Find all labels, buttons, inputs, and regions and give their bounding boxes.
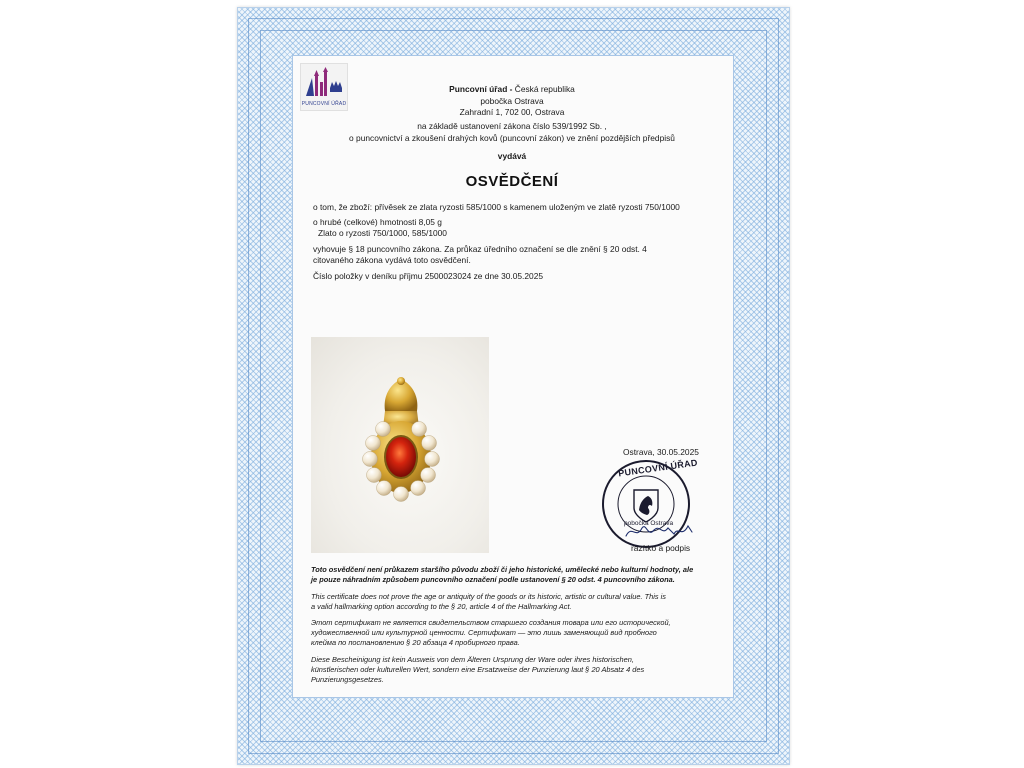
logo-caption: PUNCOVNÍ ÚŘAD	[301, 101, 347, 107]
disclaimer-ru-line2: художественной или культурной ценности. Сертификат — это лишь заменяющий вид пробного	[311, 628, 657, 637]
pendant-illustration	[311, 337, 489, 553]
goods-description: o tom, že zboží: přívěsek ze zlata ryzosti 585/1000 s kamenem uloženým ve zlatě ryzosti 750/1000	[313, 202, 680, 212]
disclaimer-en-line2: a valid hallmarking option according to the § 20, article 4 of the Hallmarking Act.	[311, 602, 572, 611]
stamp-top-text: PUNCOVNÍ ÚŘAD	[617, 457, 699, 479]
office-address: Zahradní 1, 702 00, Ostrava	[459, 107, 565, 117]
place-date: Ostrava, 30.05.2025	[623, 447, 699, 457]
item-number: Číslo položky v deníku příjmu 2500023024 ze dne 30.05.2025	[313, 271, 544, 281]
disclaimer-ru-line1: Этот сертификат не является свидетельством старшего создания товара или его исторической,	[311, 618, 671, 627]
law-description: o puncovnictví a zkoušení drahých kovů (puncovní zákon) ve znění pozdějších předpisů	[349, 133, 675, 143]
disclaimer-en-line1: This certificate does not prove the age or antiquity of the goods or its historic, artistic or cultural value. This is	[311, 592, 666, 601]
certificate-title: OSVĚDČENÍ	[465, 173, 559, 190]
compliance-statement: vyhovuje § 18 puncovního zákona. Za průkaz úředního označení se dle znění § 20 odst. 4	[313, 244, 647, 254]
stamp-signature-label: razítko a podpis	[631, 543, 691, 553]
office-name: Puncovní úřad -	[449, 84, 513, 94]
stamp-bottom-text: pobočka Ostrava	[624, 520, 674, 527]
law-reference: na základě ustanovení zákona číslo 539/1992 Sb. ,	[417, 121, 607, 131]
compliance-statement-cont: citovaného zákona vydává toto osvědčení.	[313, 255, 471, 265]
gold-fineness: Zlato o ryzosti 750/1000, 585/1000	[318, 228, 447, 238]
disclaimer-cz-line1: Toto osvědčení není průkazem staršího původu zboží či jeho historické, umělecké nebo kulturní hodnoty, ale	[311, 565, 694, 574]
pendant-photo	[311, 337, 489, 553]
handwritten-signature	[622, 518, 702, 544]
gross-weight: o hrubé (celkové) hmotnosti 8,05 g	[313, 217, 442, 227]
disclaimer-de-line1: Diese Bescheinigung ist kein Ausweis von dem Älteren Ursprung der Ware oder ihres historischen,	[311, 655, 634, 664]
office-name-line	[292, 84, 732, 94]
disclaimer-de-line2: künstlerischen oder kulturellen Wert, sondern eine Ersatzweise der Punzierung laut § 20 Absatz 4 des	[311, 665, 645, 674]
issues-label: vydává	[497, 151, 527, 161]
branch-name: pobočka Ostrava	[480, 96, 544, 106]
disclaimer-cz-line2: je pouze náhradním způsobem puncovního označení podle ustanovení § 20 odst. 4 puncovního zákona.	[311, 575, 675, 584]
disclaimer-de-line3: Punzierungsgesetzes.	[311, 675, 384, 684]
office-country: Česká republika	[512, 84, 575, 94]
lion-emblem-icon	[639, 496, 652, 515]
disclaimer-ru-line3: клейма по постановлению § 20 абзаца 4 пробирного права.	[311, 638, 520, 647]
